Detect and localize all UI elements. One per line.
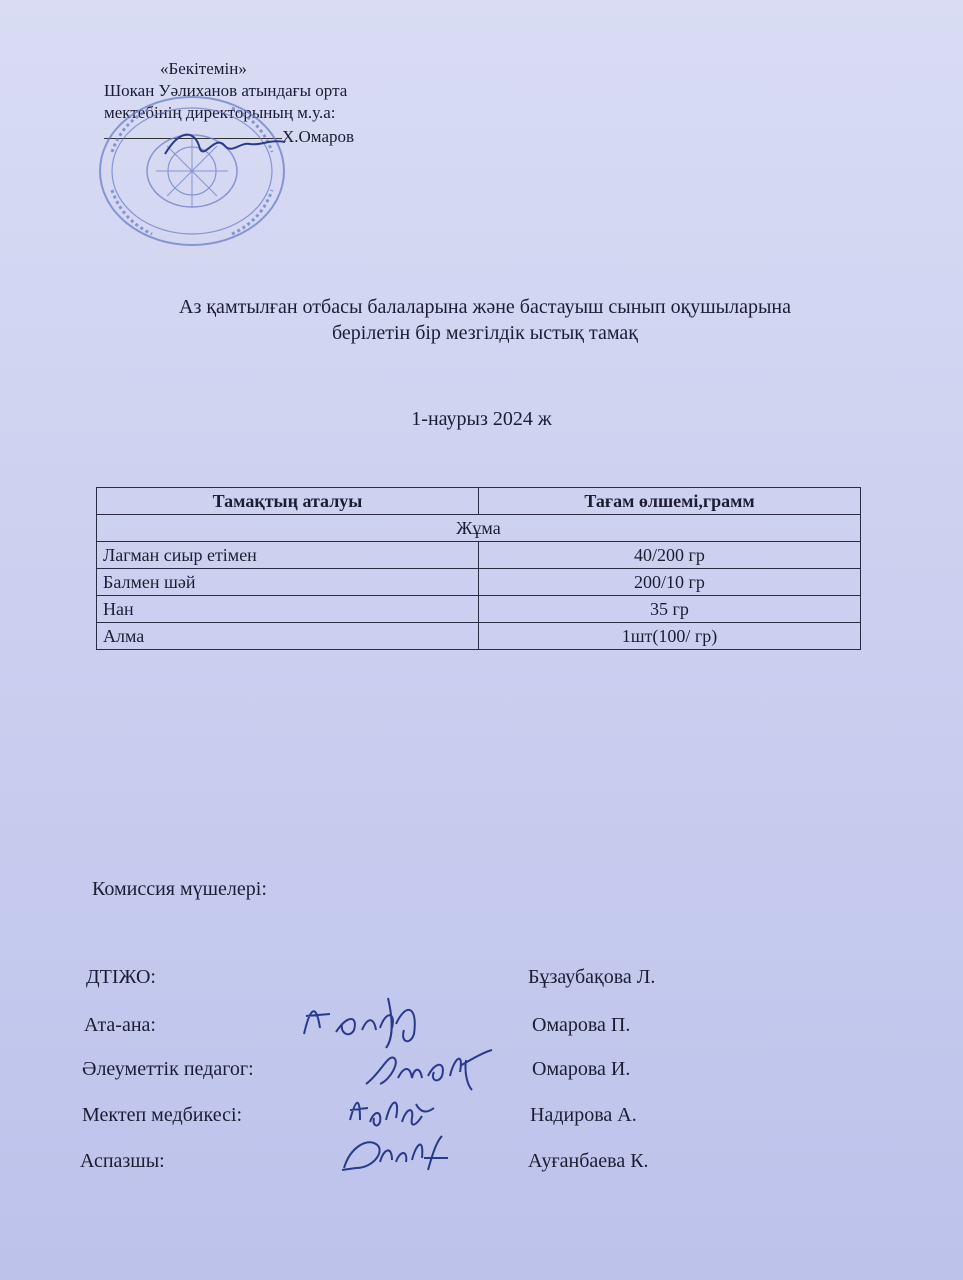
- document-title: [90, 294, 880, 346]
- day-cell: Жұма: [97, 515, 861, 542]
- portion-cell: 1шт(100/ гр): [479, 623, 861, 650]
- dish-cell: Нан: [97, 596, 479, 623]
- member-name: Бұзаубақова Л.: [528, 966, 656, 988]
- director-name: Х.Омаров: [282, 127, 355, 146]
- member-name: Омарова И.: [532, 1058, 631, 1080]
- table-row: [97, 623, 861, 650]
- table-day-row: [97, 515, 861, 542]
- table-row: [97, 596, 861, 623]
- dish-cell: Алма: [97, 623, 479, 650]
- school-seal-stamp: [92, 92, 292, 250]
- member-role: Әлеуметтік педагог:: [82, 1058, 254, 1080]
- header-dish: Тамақтың аталуы: [97, 488, 479, 515]
- table-header-row: [97, 488, 861, 515]
- header-portion: Тағам өлшемі,грамм: [479, 488, 861, 515]
- portion-cell: 35 гр: [479, 596, 861, 623]
- dish-cell: Лагман сиыр етімен: [97, 542, 479, 569]
- director-line: мектебінің директорының м.у.а:: [104, 103, 336, 122]
- portion-cell: 200/10 гр: [479, 569, 861, 596]
- dish-cell: Балмен шәй: [97, 569, 479, 596]
- social-teacher-signature: [360, 1040, 496, 1092]
- menu-table: [96, 487, 861, 650]
- approve-label: «Бекітемін»: [160, 59, 247, 78]
- table-row: [97, 542, 861, 569]
- member-role: Аспазшы:: [80, 1150, 165, 1172]
- member-role: Ата-ана:: [84, 1014, 156, 1036]
- member-name: Омарова П.: [532, 1014, 631, 1036]
- portion-cell: 40/200 гр: [479, 542, 861, 569]
- member-name: Ауғанбаева К.: [528, 1150, 649, 1172]
- document-date: 1-наурыз 2024 ж: [411, 408, 552, 430]
- member-role: Мектеп медбикесі:: [82, 1104, 243, 1126]
- school-line: Шокан Уәлиханов атындағы орта: [104, 81, 348, 100]
- member-name: Надирова А.: [530, 1104, 637, 1126]
- cook-signature: [336, 1128, 450, 1176]
- title-line-1: Аз қамтылған отбасы балаларына және бастауыш сынып оқушыларына: [179, 296, 791, 318]
- title-line-2: берілетін бір мезгілдік ыстық тамақ: [332, 322, 638, 344]
- commission-title: Комиссия мүшелері:: [92, 878, 267, 900]
- table-row: [97, 569, 861, 596]
- director-signature: [160, 124, 290, 164]
- member-role: ДТІЖО:: [86, 966, 156, 988]
